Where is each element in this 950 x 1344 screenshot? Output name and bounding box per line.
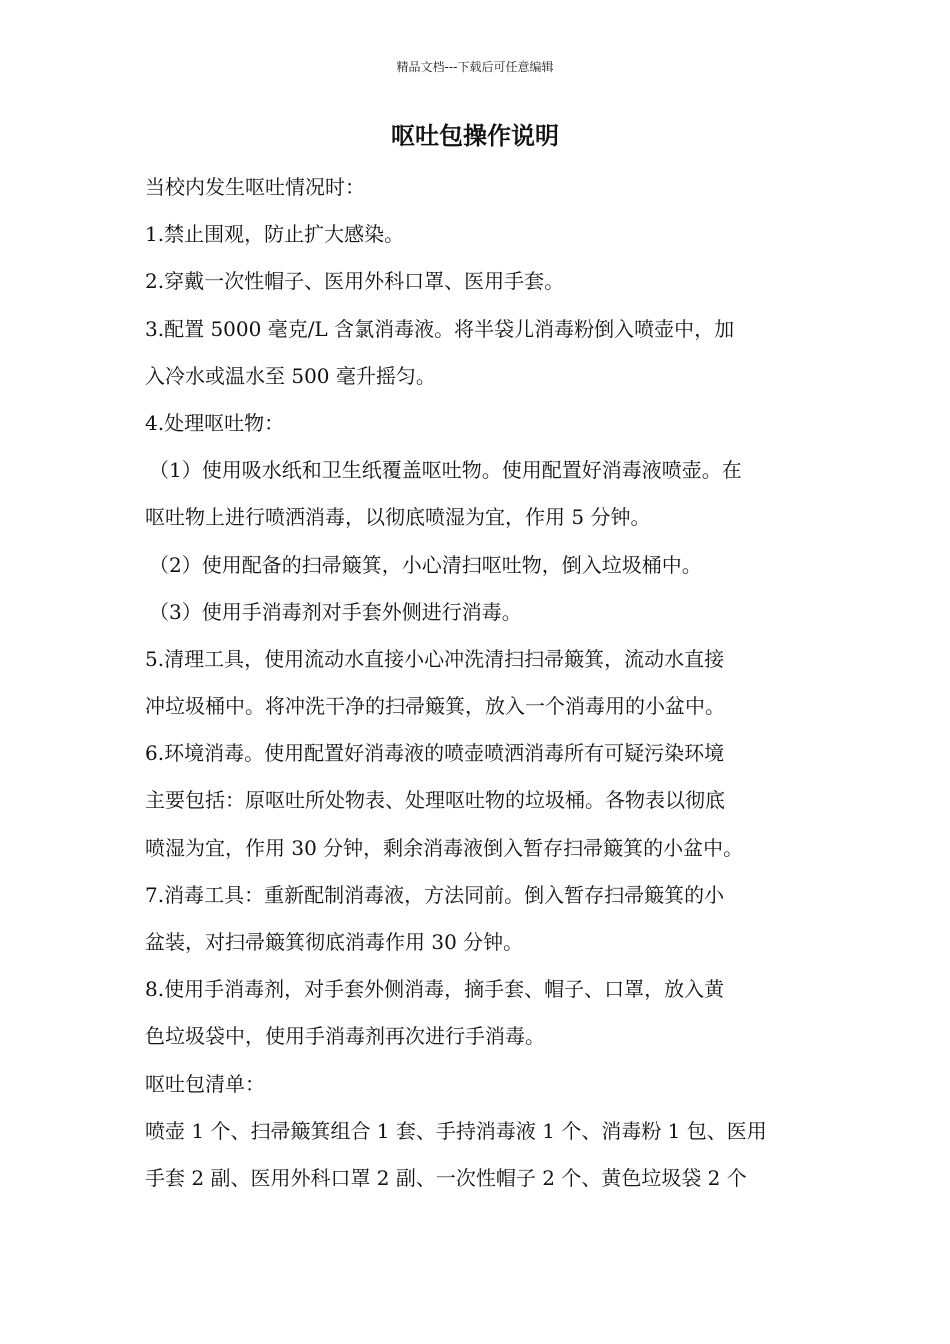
step-3-line: 3.配置 5000 毫克/L 含氯消毒液。将半袋儿消毒粉倒入喷壶中，加 (145, 316, 735, 341)
step-3-line-cont: 入冷水或温水至 500 毫升摇匀。 (145, 363, 436, 388)
substep-2-line: （2）使用配备的扫帚簸箕，小心清扫呕吐物，倒入垃圾桶中。 (149, 552, 702, 577)
step-7-line: 7.消毒工具：重新配制消毒液，方法同前。倒入暂存扫帚簸箕的小 (145, 882, 725, 907)
header-note: 精品文档---下载后可任意编辑 (396, 60, 554, 74)
substep-3-line: （3）使用手消毒剂对手套外侧进行消毒。 (149, 599, 522, 624)
step-8-line: 8.使用手消毒剂，对手套外侧消毒，摘手套、帽子、口罩，放入黄 (145, 977, 725, 1002)
document-body (145, 164, 810, 1202)
checklist-line-2: 手套 2 副、医用外科口罩 2 副、一次性帽子 2 个、黄色垃圾袋 2 个 (145, 1165, 747, 1190)
document-title: 呕吐包操作说明 (391, 122, 559, 150)
step-8-line-cont: 色垃圾袋中，使用手消毒剂再次进行手消毒。 (145, 1024, 545, 1049)
substep-1-line: （1）使用吸水纸和卫生纸覆盖呕吐物。使用配置好消毒液喷壶。在 (149, 458, 742, 483)
substep-1-line-cont: 呕吐物上进行喷洒消毒，以彻底喷湿为宜，作用 5 分钟。 (145, 505, 651, 530)
step-5-line-cont: 冲垃圾桶中。将冲洗干净的扫帚簸箕，放入一个消毒用的小盆中。 (145, 694, 725, 719)
step-6-line-cont-1: 主要包括：原呕吐所处物表、处理呕吐物的垃圾桶。各物表以彻底 (145, 788, 725, 813)
step-4-line: 4.处理呕吐物： (145, 410, 285, 435)
checklist-heading: 呕吐包清单： (145, 1071, 265, 1096)
step-2-line: 2.穿戴一次性帽子、医用外科口罩、医用手套。 (145, 269, 565, 294)
intro-line: 当校内发生呕吐情况时： (145, 175, 365, 199)
step-6-line-cont-2: 喷湿为宜，作用 30 分钟，剩余消毒液倒入暂存扫帚簸箕的小盆中。 (145, 835, 744, 860)
step-6-line: 6.环境消毒。使用配置好消毒液的喷壶喷洒消毒所有可疑污染环境 (145, 741, 725, 766)
step-7-line-cont: 盆装，对扫帚簸箕彻底消毒作用 30 分钟。 (145, 930, 524, 954)
checklist-line-1: 喷壶 1 个、扫帚簸箕组合 1 套、手持消毒液 1 个、消毒粉 1 包、医用 (145, 1118, 767, 1143)
step-1-line: 1.禁止围观，防止扩大感染。 (145, 222, 405, 247)
step-5-line: 5.清理工具，使用流动水直接小心冲洗清扫扫帚簸箕，流动水直接 (145, 646, 725, 671)
